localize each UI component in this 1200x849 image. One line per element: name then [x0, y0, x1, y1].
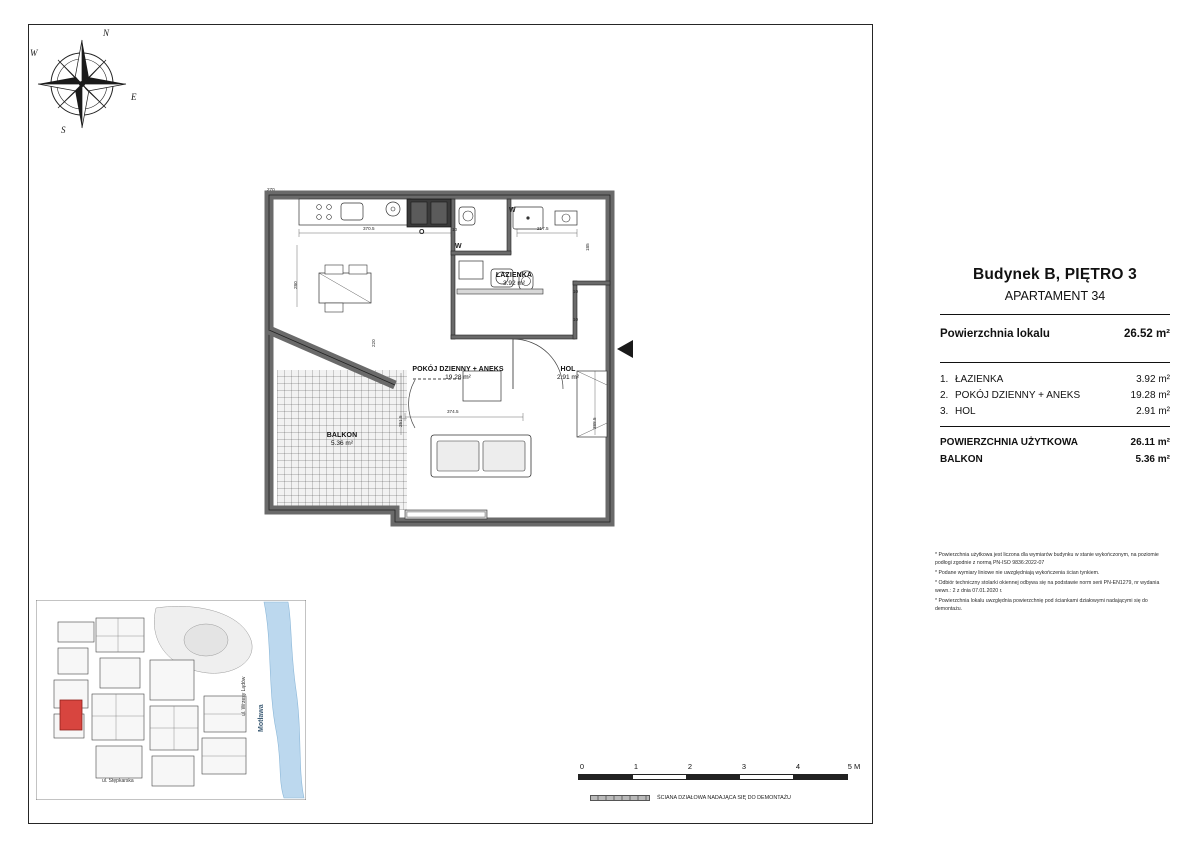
scale-tick-labels — [578, 762, 878, 774]
scale-tick-1: 1 — [633, 762, 639, 771]
room-name: HOL — [560, 366, 576, 373]
total-area-value: 26.52 m² — [1123, 328, 1170, 340]
compass-label-east: E — [131, 92, 137, 102]
room-list-item — [940, 390, 1170, 401]
compass-rose — [20, 22, 150, 147]
title-divider-3 — [940, 426, 1170, 427]
dimension-251-5: 251.5 — [398, 415, 403, 427]
balcony-area-label: BALKON — [940, 454, 983, 465]
footnote-4: * Powierzchnia lokalu uwzględnia powierzchnię pod ściankami działowymi nadającymi się do demontażu. — [935, 598, 1148, 613]
legend-label: ŚCIANA DZIAŁOWA NADAJĄCA SIĘ DO DEMONTAŻU — [657, 795, 791, 801]
balcony-area-row — [940, 454, 1170, 465]
page-title: Budynek B, PIĘTRO 3 — [973, 266, 1137, 283]
opening-mark-o: O — [419, 229, 425, 236]
dimension-280: 280 — [293, 281, 298, 289]
room-index: 1. — [940, 374, 949, 385]
scale-bar-graphic — [578, 774, 848, 780]
compass-label-west: W — [30, 48, 38, 58]
room-name: POKÓJ DZIENNY + ANEKS — [412, 366, 504, 373]
window-mark-w1: W — [509, 207, 516, 214]
footnote-3: * Odbiór techniczny stolarki okiennej odbywa się na podstawie norm serii PN-EN1279, nr wydania wewn.: 2 z dnia 07.01.2020 r. — [935, 580, 1160, 595]
dimension-10-c: 10 — [573, 317, 579, 322]
total-area-row — [940, 315, 1170, 351]
dimension-374-5: 374.5 — [447, 409, 459, 414]
dimension-370-5: 370.5 — [363, 226, 375, 231]
total-area-label: Powierzchnia lokalu — [940, 328, 1050, 340]
dimension-185: 185 — [585, 243, 590, 251]
room-name: ŁAZIENKA — [495, 272, 533, 279]
room-area: 2.91 m² — [1136, 406, 1170, 417]
dimension-10-a: 10 — [452, 227, 458, 232]
scale-tick-2: 2 — [687, 762, 693, 771]
dimension-10-b: 10 — [573, 289, 579, 294]
room-label-hol — [533, 365, 603, 383]
room-list-item — [940, 406, 1170, 417]
sitemap-river-label: Motława — [258, 704, 265, 732]
scale-tick-3: 3 — [741, 762, 747, 771]
sitemap-street-bottom: ul. Stępkarska — [102, 778, 134, 784]
dimension-270: 270 — [267, 187, 275, 192]
usable-area-row — [940, 437, 1170, 448]
usable-area-value: 26.11 m² — [1130, 437, 1170, 448]
sitemap-street-mid: ul. Wrzesy Lądów — [241, 676, 247, 716]
site-location-map — [36, 600, 306, 800]
footnote-1: * Powierzchnia użytkowa jest liczona dla wymiarów budynku w stanie wykończonym, na poziomie podłogi zgodnie z normą PN-ISO 9836:2022-07 — [935, 552, 1159, 567]
compass-label-south: S — [61, 125, 66, 135]
room-area: 3.92 m² — [1136, 374, 1170, 385]
room-index: 3. — [940, 406, 949, 417]
dimension-217-5: 217.5 — [537, 226, 549, 231]
room-area: 19.28 m² — [445, 374, 471, 382]
scale-tick-0: 0 — [579, 762, 585, 771]
scale-tick-5: 5 M — [847, 762, 861, 771]
room-list — [940, 363, 1170, 417]
footnotes — [935, 551, 1170, 615]
room-area: 2.91 m² — [556, 374, 580, 382]
room-label-pokoj-dzienny — [363, 365, 553, 383]
compass-label-north: N — [103, 28, 110, 38]
room-area: 19.28 m² — [1130, 390, 1170, 401]
room-index: 2. — [940, 390, 949, 401]
room-area: 3.92 m² — [502, 280, 526, 288]
title-block — [940, 266, 1170, 465]
legend-swatch-icon — [590, 795, 650, 801]
room-label-lazienka — [469, 271, 559, 289]
plan-geometry — [255, 185, 635, 530]
balcony-area-value: 5.36 m² — [1135, 454, 1170, 465]
window-mark-w2: W — [455, 243, 462, 250]
room-name: POKÓJ DZIENNY + ANEKS — [955, 390, 1081, 401]
dimension-388-5: 388.5 — [592, 417, 597, 429]
room-name: HOL — [955, 406, 976, 417]
legend-demountable-wall — [590, 795, 791, 801]
footnote-2: * Podane wymiary liniowe nie uwzględniają wykończenia ścian tynkiem. — [935, 570, 1100, 577]
apartment-subtitle: APARTAMENT 34 — [1004, 289, 1106, 303]
room-list-item — [940, 374, 1170, 385]
floor-plan — [255, 185, 635, 530]
scale-bar — [578, 762, 878, 780]
room-area: 5.36 m² — [330, 440, 354, 448]
scale-tick-4: 4 — [795, 762, 801, 771]
dimension-220: 220 — [371, 339, 376, 347]
usable-area-label: POWIERZCHNIA UŻYTKOWA — [940, 437, 1078, 448]
room-label-balkon — [277, 431, 407, 449]
room-name: BALKON — [326, 432, 358, 439]
room-name: ŁAZIENKA — [955, 374, 1004, 385]
